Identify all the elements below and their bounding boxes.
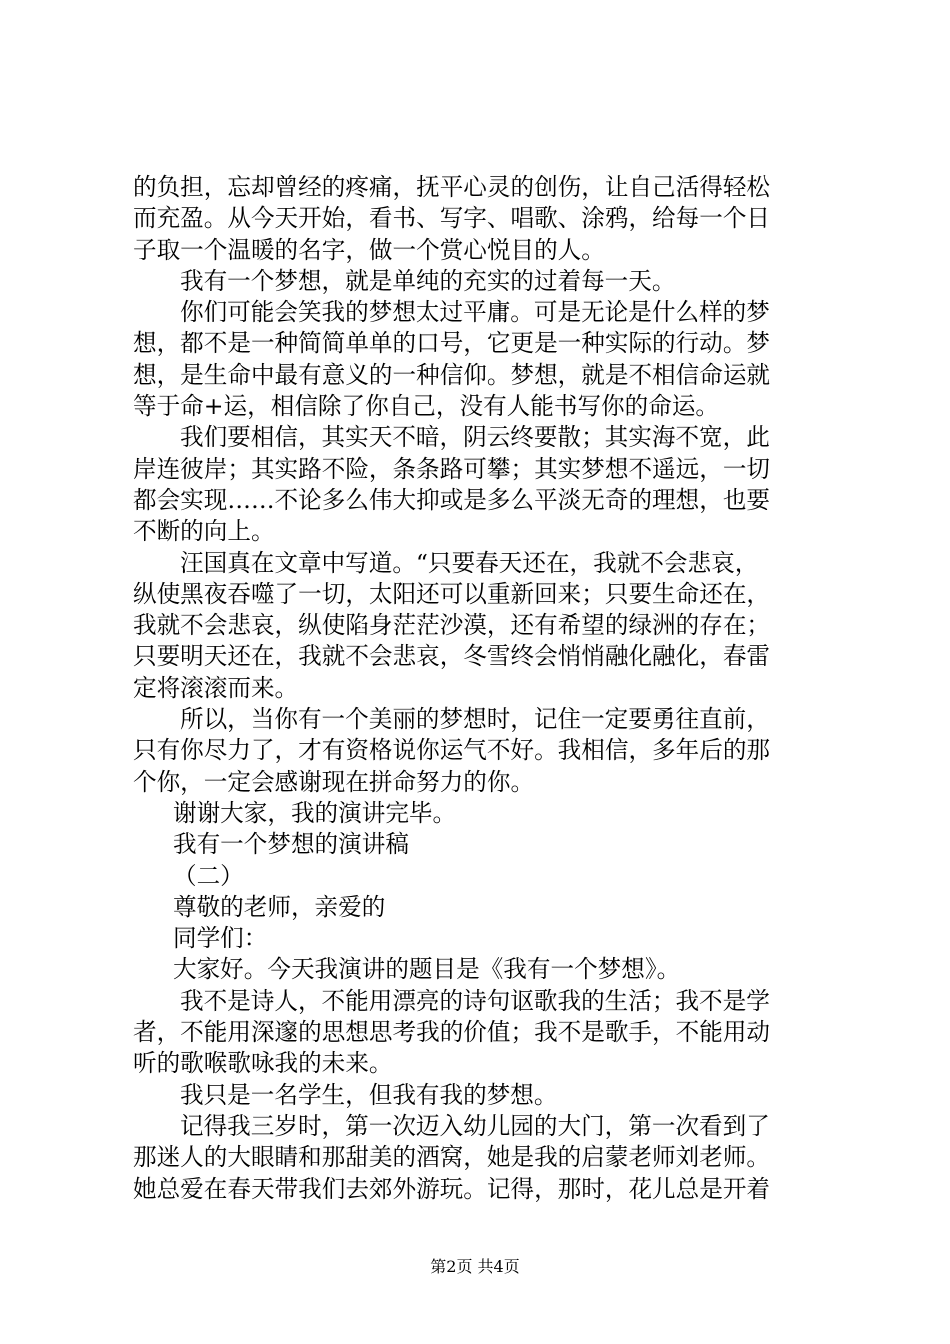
text-line: 想，是生命中最有意义的一种信仰。梦想，就是不相信命运就 — [133, 360, 771, 389]
text-line: 尊敬的老师，亲爱的 — [173, 892, 386, 921]
text-line: 纵使黑夜吞噬了一切，太阳还可以重新回来；只要生命还在， — [133, 579, 771, 608]
text-line: 而充盈。从今天开始，看书、写字、唱歌、涂鸦，给每一个日 — [133, 204, 771, 233]
text-line: 听的歌喉歌咏我的未来。 — [133, 1049, 393, 1078]
text-line: 想，都不是一种简简单单的口号，它更是一种实际的行动。梦 — [133, 329, 771, 358]
text-line: 同学们： — [173, 924, 268, 953]
text-line: 者，不能用深邃的思想思考我的价值；我不是歌手，不能用动 — [133, 1018, 771, 1047]
text-line: 我有一个梦想，就是单纯的充实的过着每一天。 — [180, 266, 676, 295]
text-line: 那迷人的大眼睛和那甜美的酒窝，她是我的启蒙老师刘老师。 — [133, 1143, 771, 1172]
text-line: 只有你尽力了，才有资格说你运气不好。我相信，多年后的那 — [133, 736, 771, 765]
text-line: 你们可能会笑我的梦想太过平庸。可是无论是什么样的梦 — [180, 298, 770, 327]
text-line: 定将滚滚而来。 — [133, 673, 299, 702]
text-line: 不断的向上。 — [133, 517, 275, 546]
text-line: 我有一个梦想的演讲稿 — [173, 830, 409, 859]
text-line: 汪国真在文章中写道。“只要春天还在，我就不会悲哀， — [180, 548, 759, 577]
text-line: 我就不会悲哀，纵使陷身茫茫沙漠，还有希望的绿洲的存在； — [133, 611, 771, 640]
text-line: 我们要相信，其实天不暗，阴云终要散；其实海不宽，此 — [180, 423, 770, 452]
text-line: 谢谢大家，我的演讲完毕。 — [173, 798, 457, 827]
text-line: 个你，一定会感谢现在拼命努力的你。 — [133, 767, 535, 796]
text-line: 只要明天还在，我就不会悲哀，冬雪终会悄悄融化融化，春雷 — [133, 642, 771, 671]
document-body — [133, 172, 833, 1205]
text-line: 所以，当你有一个美丽的梦想时，记住一定要勇往直前， — [180, 705, 770, 734]
text-line: 她总爱在春天带我们去郊外游玩。记得，那时，花儿总是开着 — [133, 1174, 771, 1203]
page-footer: 第2页 共4页 — [430, 1257, 520, 1276]
text-line: 记得我三岁时，第一次迈入幼儿园的大门，第一次看到了 — [180, 1111, 770, 1140]
text-line: 大家好。今天我演讲的题目是《我有一个梦想》。 — [173, 955, 681, 984]
text-line: 都会实现……不论多么伟大抑或是多么平淡无奇的理想，也要 — [133, 485, 771, 514]
text-line: （二） — [173, 861, 244, 890]
text-line: 子取一个温暖的名字，做一个赏心悦目的人。 — [133, 235, 605, 264]
text-line: 我不是诗人，不能用漂亮的诗句讴歌我的生活；我不是学 — [180, 986, 770, 1015]
text-line: 岸连彼岸；其实路不险，条条路可攀；其实梦想不遥远，一切 — [133, 454, 771, 483]
text-line: 我只是一名学生，但我有我的梦想。 — [180, 1080, 558, 1109]
text-line: 的负担，忘却曾经的疼痛，抚平心灵的创伤，让自己活得轻松 — [133, 173, 771, 201]
text-line: 等于命+运，相信除了你自己，没有人能书写你的命运。 — [133, 392, 720, 421]
